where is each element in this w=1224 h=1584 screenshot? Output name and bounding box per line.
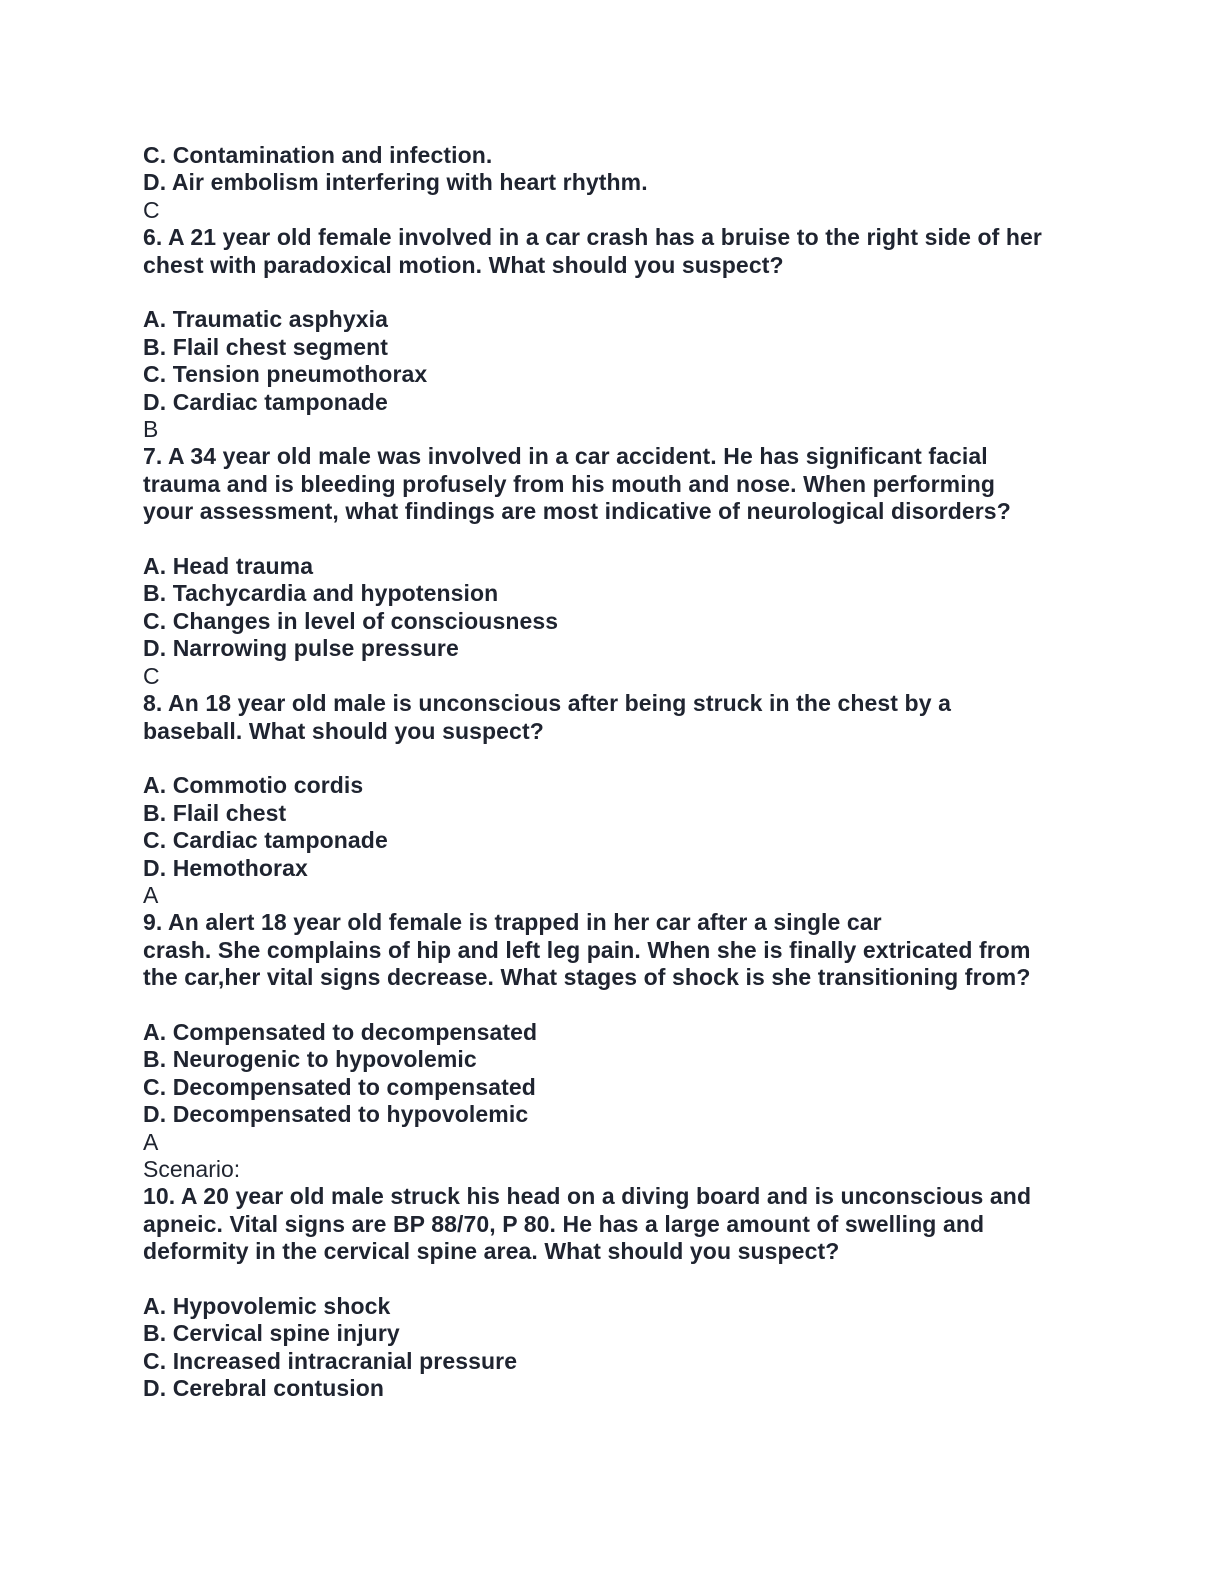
q5-option-c: C. Contamination and infection.	[143, 142, 493, 168]
q5-answer: C	[143, 196, 160, 223]
scenario-label: Scenario:	[143, 1155, 241, 1182]
q9-option-a: A. Compensated to decompensated	[143, 1018, 538, 1045]
q10-text-line-1: 10. A 20 year old male struck his head on a diving board and is unconscious and	[143, 1183, 1032, 1210]
spacer	[143, 745, 1103, 772]
q9-option-c: C. Decompensated to compensated	[143, 1073, 536, 1100]
q6-answer: B	[143, 416, 159, 443]
q9-option-d: D. Decompensated to hypovolemic	[143, 1101, 529, 1128]
spacer	[143, 279, 1103, 306]
q7-option-a: A. Head trauma	[143, 553, 314, 580]
spacer	[143, 1266, 1103, 1293]
q6-option-d: D. Cardiac tamponade	[143, 388, 388, 415]
q6-option-a: A. Traumatic asphyxia	[143, 306, 388, 333]
q5-option-d: D. Air embolism interfering with heart rhythm.	[143, 169, 648, 196]
q10-option-a: A. Hypovolemic shock	[143, 1292, 391, 1319]
q7-option-d: D. Narrowing pulse pressure	[143, 635, 459, 662]
q10-option-b: B. Cervical spine injury	[143, 1320, 400, 1347]
q8-option-a: A. Commotio cordis	[143, 772, 364, 799]
q7-option-c: C. Changes in level of consciousness	[143, 607, 559, 634]
q9-text-line-3: the car,her vital signs decrease. What stages of shock is she transitioning from?	[143, 964, 1031, 991]
q10-option-d: D. Cerebral contusion	[143, 1375, 385, 1402]
q7-option-b: B. Tachycardia and hypotension	[143, 580, 499, 607]
q9-answer: A	[143, 1128, 159, 1155]
q10-option-c: C. Increased intracranial pressure	[143, 1347, 518, 1374]
spacer	[143, 992, 1103, 1019]
q8-option-d: D. Hemothorax	[143, 854, 308, 881]
q9-option-b: B. Neurogenic to hypovolemic	[143, 1046, 477, 1073]
q6-option-c: C. Tension pneumothorax	[143, 361, 428, 388]
q6-option-b: B. Flail chest segment	[143, 333, 389, 360]
q10-text-line-3: deformity in the cervical spine area. What should you suspect?	[143, 1238, 840, 1265]
q6-text-line-2: chest with paradoxical motion. What should you suspect?	[143, 251, 784, 278]
spacer	[143, 526, 1103, 553]
q9-text-line-1: 9. An alert 18 year old female is trapped in her car after a single car	[143, 909, 882, 936]
q8-option-b: B. Flail chest	[143, 799, 287, 826]
q7-text-line-1: 7. A 34 year old male was involved in a car accident. He has significant facial	[143, 443, 988, 470]
q8-text-line-1: 8. An 18 year old male is unconscious after being struck in the chest by a	[143, 690, 951, 717]
q10-text-line-2: apneic. Vital signs are BP 88/70, P 80. He has a large amount of swelling and	[143, 1210, 985, 1237]
q8-answer: A	[143, 881, 159, 908]
q6-text-line-1: 6. A 21 year old female involved in a car crash has a bruise to the right side of her	[143, 224, 1042, 251]
q7-answer: C	[143, 662, 160, 689]
q9-text-line-2: crash. She complains of hip and left leg pain. When she is finally extricated from	[143, 936, 1031, 963]
q8-text-line-2: baseball. What should you suspect?	[143, 717, 544, 744]
q7-text-line-3: your assessment, what findings are most indicative of neurological disorders?	[143, 498, 1011, 525]
q7-text-line-2: trauma and is bleeding profusely from his mouth and nose. When performing	[143, 470, 995, 497]
q8-option-c: C. Cardiac tamponade	[143, 827, 388, 854]
document-page	[143, 142, 1103, 1403]
